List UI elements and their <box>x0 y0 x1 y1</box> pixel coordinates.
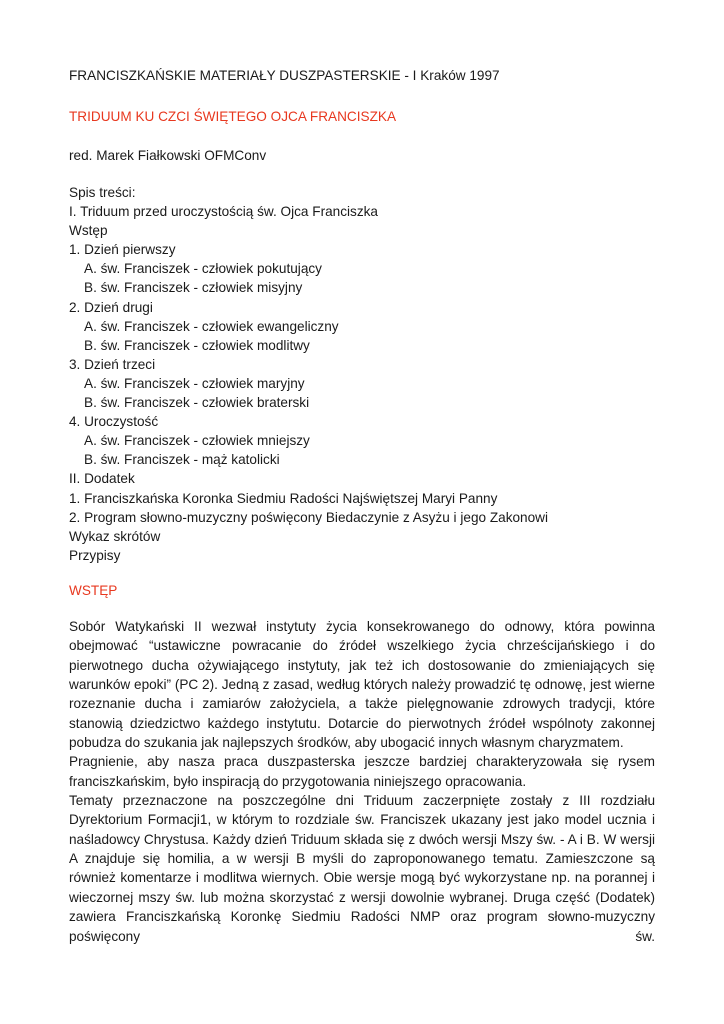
toc-item: 1. Franciszkańska Koronka Siedmiu Radości Najświętszej Maryi Panny <box>69 490 498 506</box>
toc-item: Przypisy <box>69 547 121 563</box>
section-heading: WSTĘP <box>69 583 118 598</box>
toc-item: 4. Uroczystość <box>69 414 159 430</box>
document-title: TRIDUUM KU CZCI ŚWIĘTEGO OJCA FRANCISZKA <box>69 109 397 124</box>
toc-item: B. św. Franciszek - mąż katolicki <box>84 452 280 468</box>
toc-item: A. św. Franciszek - człowiek pokutujący <box>84 261 322 277</box>
toc-item: Wykaz skrótów <box>69 528 161 544</box>
body-paragraph: Pragnienie, aby nasza praca duszpasterska jeszcze bardziej charakteryzowała się rysem franciszkańskim, było inspiracją do przygotowania niniejszego opracowania. <box>69 754 655 789</box>
toc-item: 2. Program słowno-muzyczny poświęcony Biedaczynie z Asyżu i jego Zakonowi <box>69 509 549 525</box>
toc-item: 1. Dzień pierwszy <box>69 242 176 258</box>
body-paragraph: Sobór Watykański II wezwał instytuty życia konsekrowanego do odnowy, która powinna obejmować “ustawiczne powracanie do źródeł wszelkiego życia chrześcijańskiego i do pierwotnego ducha ożywiającego instytuty, jak też ich dostosowanie do zmieniających się warunków epoki” (PC 2). Jedną z zasad, według których należy prowadzić tę odnowę, jest wierne rozeznanie ducha i zamiarów założyciela, a także pielęgnowanie zdrowych tradycji, które stanowią dziedzictwo każdego instytutu. Dotarcie do pierwotnych źródeł wspólnoty zakonnej pobudza do szukania jak najlepszych środków, aby ubogacić innych własnym charyzmatem. <box>69 619 655 751</box>
toc-item: Spis treści: <box>69 185 136 200</box>
toc-item: A. św. Franciszek - człowiek mniejszy <box>84 433 310 449</box>
toc-item: 2. Dzień drugi <box>69 299 153 315</box>
toc-item: 3. Dzień trzeci <box>69 356 156 372</box>
toc-item: B. św. Franciszek - człowiek modlitwy <box>84 337 310 353</box>
toc-item: A. św. Franciszek - człowiek ewangeliczny <box>84 318 339 334</box>
toc-item: Wstęp <box>69 223 108 239</box>
table-of-contents <box>69 183 655 565</box>
introduction-text <box>69 617 655 946</box>
toc-item: A. św. Franciszek - człowiek maryjny <box>84 375 305 391</box>
toc-item: II. Dodatek <box>69 471 135 487</box>
document-editor: red. Marek Fiałkowski OFMConv <box>69 148 267 163</box>
body-paragraph: Tematy przeznaczone na poszczególne dni Triduum zaczerpnięte zostały z III rozdziału Dyrektorium Formacji1, w którym to rozdziale św. Franciszek ukazany jest jako model ucznia i naśladowcy Chrystusa. Każdy dzień Triduum składa się z dwóch wersji Mszy św. - A i B. W wersji A znajduje się homilia, a w wersji B myśli do zaproponowanego tematu. Zamieszczone są również komentarze i modlitwa wiernych. Obie wersje mogą być wykorzystane np. na porannej i wieczornej mszy św. lub można skorzystać z wersji dowolnie wybranej. Druga część (Dodatek) zawiera Franciszkańską Koronkę Siedmiu Radości NMP oraz program słowno-muzyczny poświęcony św. <box>69 793 655 944</box>
toc-item: I. Triduum przed uroczystością św. Ojca Franciszka <box>69 204 378 220</box>
document-header: FRANCISZKAŃSKIE MATERIAŁY DUSZPASTERSKIE - I Kraków 1997 <box>69 68 500 83</box>
toc-item: B. św. Franciszek - człowiek braterski <box>84 395 310 411</box>
toc-item: B. św. Franciszek - człowiek misyjny <box>84 280 303 296</box>
